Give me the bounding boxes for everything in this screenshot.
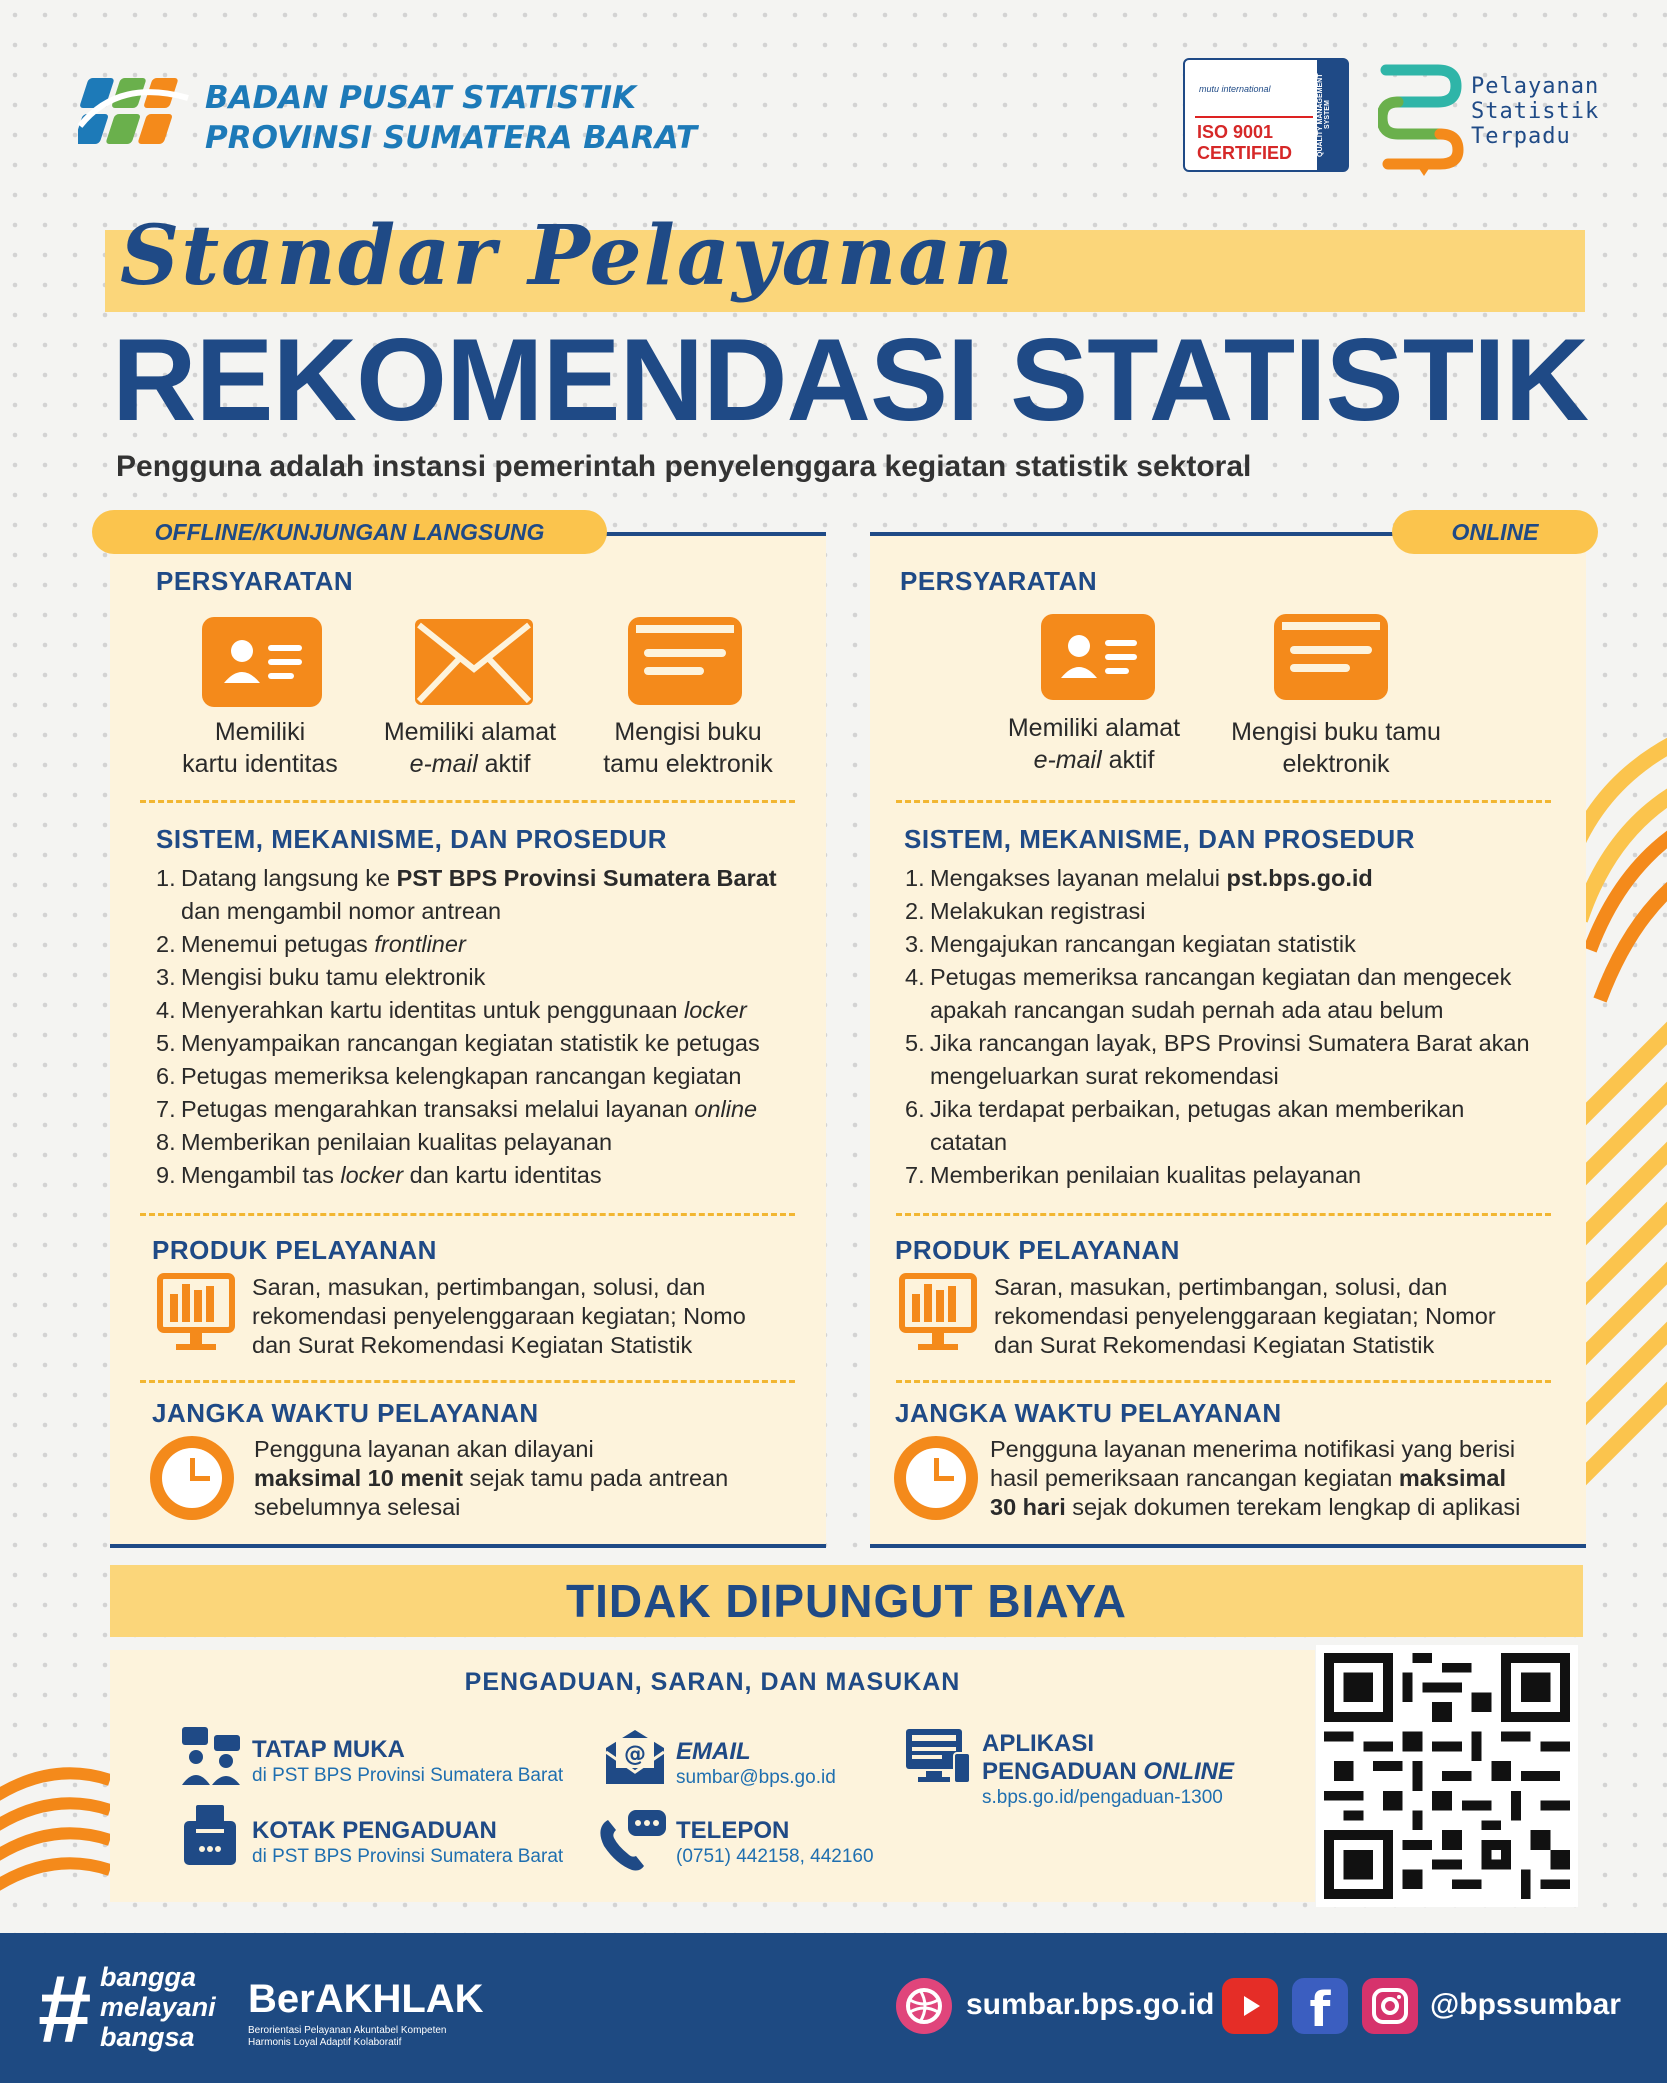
- step-text: [181, 1093, 757, 1126]
- offline-product-heading: PRODUK PELAYANAN: [152, 1235, 437, 1265]
- step-num: 3.: [156, 964, 176, 990]
- step-text: Mengajukan rancangan kegiatan statistik: [930, 931, 1356, 957]
- step-text: Jika rancangan layak, BPS Provinsi Sumatera Barat akan: [930, 1030, 1530, 1056]
- pst-label: [1471, 74, 1599, 149]
- step-num: [905, 1126, 930, 1159]
- app-title-italic: ONLINE: [1143, 1758, 1235, 1785]
- hashtag-text: [100, 1962, 216, 2052]
- contact-kotak: [252, 1817, 563, 1869]
- contact-tatap: [252, 1736, 563, 1788]
- step-num: 7.: [156, 1096, 176, 1122]
- youtube-icon[interactable]: [1222, 1978, 1278, 2034]
- offline-req-1-line1: Memiliki: [214, 718, 306, 746]
- offline-req-1-label: [150, 716, 370, 780]
- step-num: 4.: [156, 997, 176, 1023]
- time-line: Pengguna layanan akan dilayani: [254, 1436, 594, 1462]
- step-num: 6.: [156, 1063, 176, 1089]
- monitor-chart-icon: [154, 1272, 238, 1356]
- product-line: Saran, masukan, pertimbangan, solusi, dan: [252, 1274, 706, 1300]
- offline-steps-list: [156, 862, 796, 1192]
- list-item: [156, 961, 796, 994]
- contact-email: [676, 1738, 836, 1790]
- bps-logo-icon: [78, 68, 194, 158]
- offline-product-text: [252, 1273, 792, 1360]
- step-italic: frontliner: [374, 931, 466, 957]
- step-pre: Mengambil tas: [181, 1162, 341, 1188]
- berakhlak-logo: BerAKHLAK: [248, 1977, 484, 2021]
- step-num: 1.: [905, 865, 925, 891]
- app-title-pre: PENGADUAN: [982, 1758, 1144, 1785]
- contact-title: KOTAK PENGADUAN: [252, 1817, 497, 1844]
- step-num: [905, 1060, 930, 1093]
- step-pre: Mengakses layanan melalui: [930, 865, 1227, 891]
- social-handle[interactable]: @bpssumbar: [1430, 1988, 1621, 2021]
- time-pre: hasil pemeriksaan rancangan kegiatan: [990, 1465, 1399, 1491]
- iso-cert-text: [1197, 122, 1292, 164]
- offline-system-heading: SISTEM, MEKANISME, DAN PROSEDUR: [156, 824, 667, 854]
- browser-form-icon: [628, 617, 742, 705]
- contact-title: TELEPON: [676, 1817, 790, 1844]
- clock-icon: [894, 1436, 978, 1520]
- online-product-heading: PRODUK PELAYANAN: [895, 1235, 1180, 1265]
- step-num: 8.: [156, 1129, 176, 1155]
- contact-sub[interactable]: s.bps.go.id/pengaduan-1300: [982, 1787, 1223, 1808]
- step-num: 2.: [156, 931, 176, 957]
- org-name-line1: BADAN PUSAT STATISTIK: [205, 80, 637, 116]
- contact-sub[interactable]: (0751) 442158, 442160: [676, 1846, 874, 1867]
- decorative-stripes-left: [0, 1740, 120, 1940]
- step-italic: locker: [684, 997, 747, 1023]
- offline-req-3-label: [578, 716, 798, 780]
- step-text: [181, 1159, 602, 1192]
- computer-app-icon: [904, 1727, 972, 1785]
- clock-icon: [150, 1436, 234, 1520]
- offline-pill: OFFLINE/KUNJUNGAN LANGSUNG: [92, 510, 607, 554]
- product-line: dan Surat Rekomendasi Kegiatan Statistik: [252, 1332, 693, 1358]
- step-pre: Menyerahkan kartu identitas untuk penggunaan: [181, 997, 684, 1023]
- id-card-icon: [1041, 614, 1155, 700]
- time-line: [254, 1464, 794, 1493]
- step-text: [181, 994, 747, 1027]
- list-item: [905, 994, 1565, 1027]
- step-num: 5.: [905, 1030, 925, 1056]
- contact-heading: PENGADUAN, SARAN, DAN MASUKAN: [464, 1668, 961, 1696]
- title-script: Standar Pelayanan: [120, 208, 1016, 304]
- offline-req-2-line2: [360, 748, 580, 780]
- list-item: [905, 1060, 1565, 1093]
- step-text: [181, 928, 466, 961]
- step-text: apakah rancangan sudah pernah ada atau belum: [930, 997, 1444, 1023]
- contact-title: EMAIL: [676, 1738, 751, 1765]
- list-item: [905, 862, 1565, 895]
- instagram-icon[interactable]: [1362, 1978, 1418, 2034]
- list-item: [905, 961, 1565, 994]
- step-text: Menyampaikan rancangan kegiatan statistik ke petugas: [181, 1030, 760, 1056]
- step-text: Jika terdapat perbaikan, petugas akan memberikan: [930, 1096, 1465, 1122]
- svg-text:@: @: [624, 1742, 646, 1767]
- list-item: [156, 994, 796, 1027]
- time-rest: sejak dokumen terekam lengkap di aplikasi: [1065, 1494, 1521, 1520]
- list-item: [905, 1027, 1565, 1060]
- email-italic: e-mail: [1033, 746, 1102, 774]
- offline-req-2-line1: Memiliki alamat: [383, 718, 557, 746]
- step-num: 2.: [905, 898, 925, 924]
- iso-divider: [1195, 116, 1313, 118]
- org-name-line2: PROVINSI SUMATERA BARAT: [205, 120, 697, 156]
- monitor-chart-icon: [896, 1272, 980, 1356]
- step-text: Memberikan penilaian kualitas pelayanan: [181, 1129, 613, 1155]
- website-link[interactable]: sumbar.bps.go.id: [966, 1988, 1215, 2021]
- offline-divider-2: [140, 1213, 795, 1216]
- step-num: 3.: [905, 931, 925, 957]
- step-num: 9.: [156, 1162, 176, 1188]
- time-bold: maksimal 10 menit: [254, 1465, 463, 1491]
- online-pill: ONLINE: [1392, 510, 1598, 554]
- offline-time-text: [254, 1435, 794, 1522]
- offline-req-3-line1: Mengisi buku: [614, 718, 762, 746]
- list-item: [156, 1126, 796, 1159]
- step-text: Melakukan registrasi: [930, 898, 1146, 924]
- hashtag-line: bangsa: [100, 2022, 195, 2052]
- iso-line2: CERTIFIED: [1197, 143, 1293, 163]
- online-req-2-label: [1216, 716, 1456, 780]
- contact-sub[interactable]: sumbar@bps.go.id: [676, 1767, 836, 1788]
- qr-code[interactable]: [1316, 1645, 1578, 1907]
- step-num: 5.: [156, 1030, 176, 1056]
- list-item: [156, 862, 796, 895]
- browser-form-icon: [1274, 614, 1388, 700]
- online-req-1-line2: [984, 744, 1204, 776]
- step-italic: online: [694, 1096, 758, 1122]
- contact-title: APLIKASI: [982, 1730, 1095, 1757]
- hashtag-line: bangga: [100, 1962, 197, 1992]
- online-steps-list: [905, 862, 1565, 1192]
- product-line: dan Surat Rekomendasi Kegiatan Statistik: [994, 1332, 1435, 1358]
- step-pre: Datang langsung ke: [181, 865, 397, 891]
- step-bold: PST BPS Provinsi Sumatera Barat: [396, 865, 777, 891]
- offline-time-heading: JANGKA WAKTU PELAYANAN: [152, 1398, 539, 1428]
- step-bold: pst.bps.go.id: [1226, 865, 1373, 891]
- list-item: [905, 1126, 1565, 1159]
- list-item: [156, 1159, 796, 1192]
- time-bold: maksimal: [1398, 1465, 1507, 1491]
- online-req-1-line1: Memiliki alamat: [1007, 714, 1181, 742]
- contact-title: TATAP MUKA: [252, 1736, 405, 1763]
- offline-divider-1: [140, 800, 795, 803]
- step-num: 1.: [156, 865, 176, 891]
- contact-sub: di PST BPS Provinsi Sumatera Barat: [252, 1765, 564, 1786]
- time-bold: 30 hari: [990, 1494, 1066, 1520]
- berakhlak-tagline: Berorientasi Pelayanan Akuntabel Kompeten Harmonis Loyal Adaptif Kolaboratif: [248, 2025, 447, 2048]
- hashtag-line: melayani: [100, 1992, 216, 2022]
- facebook-icon[interactable]: [1292, 1978, 1348, 2034]
- list-item: [156, 1093, 796, 1126]
- time-line: [990, 1464, 1570, 1493]
- meeting-icon: [180, 1725, 244, 1787]
- id-card-icon: [202, 617, 322, 707]
- email-rest: aktif: [477, 750, 531, 778]
- step-num: 6.: [905, 1096, 925, 1122]
- pst-logo-icon: [1378, 60, 1464, 176]
- contact-sub: di PST BPS Provinsi Sumatera Barat: [252, 1846, 564, 1867]
- online-product-text: [994, 1273, 1554, 1360]
- step-pre: Petugas mengarahkan transaksi melalui layanan: [181, 1096, 695, 1122]
- online-time-heading: JANGKA WAKTU PELAYANAN: [895, 1398, 1282, 1428]
- step-text: Memberikan penilaian kualitas pelayanan: [930, 1162, 1362, 1188]
- pst-line2: Statistik: [1471, 99, 1600, 124]
- phone-chat-icon: [596, 1808, 668, 1874]
- hashtag-icon: #: [38, 1956, 92, 2063]
- step-num: [156, 895, 181, 928]
- product-line: Saran, masukan, pertimbangan, solusi, dan: [994, 1274, 1448, 1300]
- complaint-box-icon: [180, 1803, 240, 1869]
- step-text: Petugas memeriksa kelengkapan rancangan kegiatan: [181, 1063, 742, 1089]
- online-system-heading: SISTEM, MEKANISME, DAN PROSEDUR: [904, 824, 1415, 854]
- iso-line1: ISO 9001: [1197, 122, 1274, 142]
- time-line: [990, 1493, 1570, 1522]
- online-req-2-line1: Mengisi buku tamu: [1231, 718, 1441, 746]
- iso-mark-text: mutu international: [1199, 84, 1271, 94]
- step-text: [930, 862, 1373, 895]
- offline-req-2-label: [360, 716, 580, 780]
- list-item: [905, 895, 1565, 928]
- contact-telepon: [676, 1817, 874, 1869]
- offline-req-3-line2: tamu elektronik: [603, 750, 773, 778]
- website-icon[interactable]: [896, 1978, 952, 2034]
- contact-title: [982, 1758, 1234, 1786]
- step-text: mengeluarkan surat rekomendasi: [930, 1063, 1279, 1089]
- email-italic: e-mail: [409, 750, 478, 778]
- free-of-charge-label: TIDAK DIPUNGUT BIAYA: [566, 1575, 1127, 1627]
- online-time-text: [990, 1435, 1570, 1522]
- pst-line1: Pelayanan: [1471, 74, 1600, 99]
- product-line: rekomendasi penyelenggaraan kegiatan; Nomo: [252, 1303, 746, 1329]
- time-line: sebelumnya selesai: [254, 1494, 461, 1520]
- pst-line3: Terpadu: [1471, 124, 1571, 149]
- list-item: [905, 928, 1565, 961]
- time-line: Pengguna layanan menerima notifikasi yang berisi: [990, 1436, 1516, 1462]
- list-item: [156, 1027, 796, 1060]
- list-item: [156, 1060, 796, 1093]
- iso-certified-badge: [1183, 58, 1349, 172]
- step-post: dan kartu identitas: [403, 1162, 602, 1188]
- online-divider-1: [896, 800, 1551, 803]
- product-line: rekomendasi penyelenggaraan kegiatan; Nomor: [994, 1303, 1496, 1329]
- page-subtitle: Pengguna adalah instansi pemerintah penyelenggara kegiatan statistik sektoral: [116, 450, 1252, 483]
- step-text: dan mengambil nomor antrean: [181, 898, 502, 924]
- list-item: [156, 895, 796, 928]
- offline-divider-3: [140, 1380, 795, 1383]
- list-item: [905, 1159, 1565, 1192]
- step-pre: Menemui petugas: [181, 931, 375, 957]
- email-icon: [604, 1728, 666, 1786]
- online-req-1-label: [984, 712, 1204, 776]
- svg-text:f: f: [1309, 1982, 1331, 2034]
- contact-aplikasi: [982, 1730, 1234, 1810]
- step-italic: locker: [340, 1162, 404, 1188]
- step-num: 7.: [905, 1162, 925, 1188]
- qr-code-icon: [1324, 1653, 1570, 1899]
- list-item: [905, 1093, 1565, 1126]
- step-num: 4.: [905, 964, 925, 990]
- page-title: REKOMENDASI STATISTIK: [112, 314, 1589, 445]
- step-text: Mengisi buku tamu elektronik: [181, 964, 486, 990]
- envelope-icon: [413, 617, 535, 712]
- step-text: [181, 862, 777, 895]
- offline-req-1-line2: kartu identitas: [182, 750, 338, 778]
- online-req-2-line2: elektronik: [1282, 750, 1390, 778]
- offline-requirements-heading: PERSYARATAN: [156, 566, 354, 596]
- online-requirements-heading: PERSYARATAN: [900, 566, 1098, 596]
- online-divider-2: [896, 1213, 1551, 1216]
- step-text: catatan: [930, 1129, 1008, 1155]
- org-name: [205, 78, 697, 158]
- online-divider-3: [896, 1380, 1551, 1383]
- step-text: Petugas memeriksa rancangan kegiatan dan mengecek: [930, 964, 1512, 990]
- email-rest: aktif: [1101, 746, 1155, 774]
- iso-strip: QUALITY MANAGEMENT SYSTEM: [1317, 60, 1347, 170]
- list-item: [156, 928, 796, 961]
- time-rest: sejak tamu pada antrean: [463, 1465, 729, 1491]
- step-num: [905, 994, 930, 1027]
